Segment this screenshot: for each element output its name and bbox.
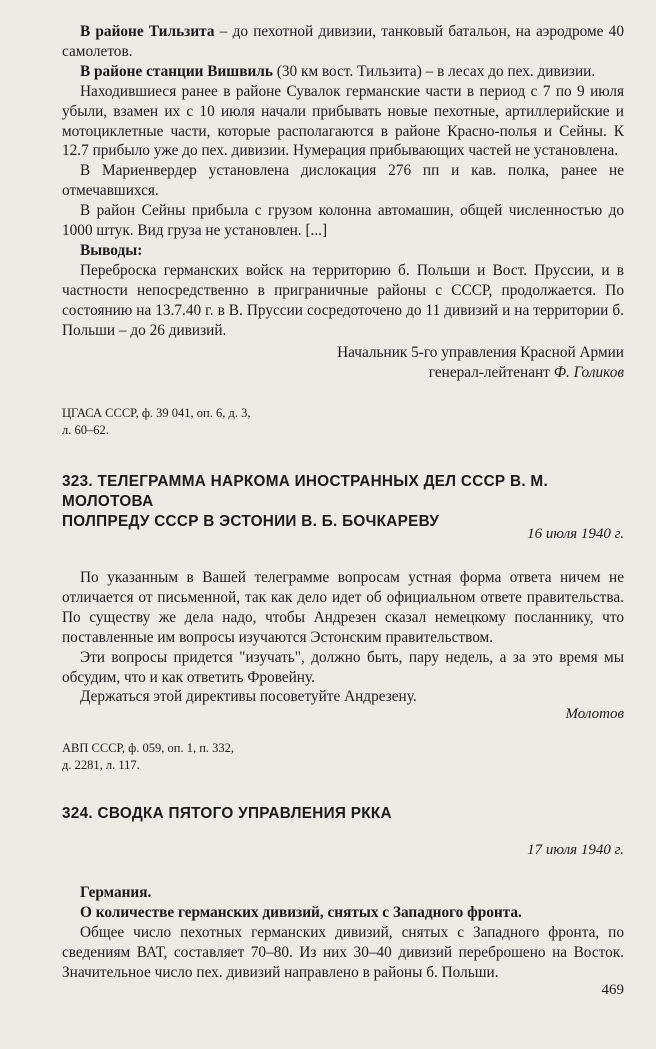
suvalki-paragraph: Находившиеся ранее в районе Сувалок германские части в период с 7 по 9 июля убыли, взамен их с 10 июля начали прибывать новые пехотные, артиллерийские и мотоциклетные части, которые располагаются в районе Красно-полья и Сейны. К 12.7 прибыло уже до пех. дивизии. Нумерация прибывающих частей не установлена. (62, 82, 624, 160)
top-paragraphs (62, 22, 624, 341)
doc-324-body (62, 883, 624, 983)
doc-324-date-block (62, 842, 624, 859)
marienwerder-paragraph: В Мариенвердер установлена дислокация 276 пп и кав. полка, ранее не отмечавшихся. (62, 162, 624, 200)
doc-324-heading-block (62, 804, 624, 824)
source-reference-2: АВП СССР, ф. 059, оп. 1, п. 332, д. 2281, л. 117. (62, 741, 235, 772)
molotov-signature: Молотов (565, 706, 624, 722)
doc-324-heading: 324. СВОДКА ПЯТОГО УПРАВЛЕНИЯ РККА (62, 805, 392, 822)
source-reference-1: ЦГАСА СССР, ф. 39 041, оп. 6, д. 3, л. 60–62. (62, 406, 251, 437)
doc-323-signature-block (62, 706, 624, 723)
page-number: 469 (601, 982, 624, 998)
signer-title: Начальник 5-го управления Красной Армии (337, 344, 624, 361)
conclusions-paragraph: Переброска германских войск на территорию б. Польши и Вост. Пруссии, и в частности непосредственно в приграничные районы с СССР, продолжается. По состоянию на 13.7.40 г. в В. Пруссии сосредоточено до 11 дивизий и на территории б. Польши – до 26 дивизий. (62, 261, 624, 339)
vishvil-text: (30 км вост. Тильзита) – в лесах до пех. дивизии. (272, 62, 596, 80)
doc-323-heading: 323. ТЕЛЕГРАММА НАРКОМА ИНОСТРАННЫХ ДЕЛ СССР В. М. МОЛОТОВА ПОЛПРЕДУ СССР В ЭСТОНИИ В. Б. БОЧКАРЕВУ (62, 473, 549, 530)
signer-rank: генерал-лейтенант Ф. Голиков (428, 363, 624, 381)
tilsit-paragraph (62, 22, 624, 62)
golikov-signature (62, 343, 624, 383)
tilsit-text: – до пехотной дивизии, танковый батальон, на аэродроме 40 самолетов. (62, 23, 624, 60)
divisions-subsection-title: О количестве германских дивизий, снятых с Западного фронта. (80, 903, 522, 921)
signer-name: Ф. Голиков (553, 363, 624, 381)
seiny-paragraph: В район Сейны прибыла с грузом колонна автомашин, общей численностью до 1000 штук. Вид груза не установлен. [...] (62, 202, 624, 240)
doc-323-paragraph-3: Держаться этой директивы посоветуйте Андрезену. (80, 688, 417, 706)
doc-323-date: 16 июля 1940 г. (527, 526, 624, 542)
conclusions-label: Выводы: (80, 241, 143, 259)
germany-section-title: Германия. (80, 884, 152, 901)
doc-323-paragraph-1: По указанным в Вашей телеграмме вопросам устная форма ответа ничем не отличается от письменной, так как дело идет об официальном ответе правительства. По существу же дела надо, чтобы Андрезен сказал немецкому посланнику, что поставленные им вопросы изучаются Эстонским правительством. (62, 569, 624, 646)
doc-324-date: 17 июля 1940 г. (527, 842, 624, 858)
doc-323-date-block (62, 526, 624, 543)
tilsit-lead: В районе Тильзита (80, 23, 215, 40)
doc-324-paragraph-1: Общее число пехотных германских дивизий, снятых с Западного фронта, по сведениям ВАТ, составляет 70–80. Из них 30–40 дивизий переброшено на Восток. Значительное число пех. дивизий направлено в районы б. Польши. (62, 923, 624, 981)
vishvil-paragraph (62, 62, 624, 82)
doc-323-paragraph-2: Эти вопросы придется "изучать", должно быть, пару недель, а за это время мы обсудим, что и как ответить Фровейну. (62, 648, 624, 686)
doc-323-body (62, 568, 624, 707)
vishvil-lead: В районе станции Вишвиль (80, 62, 273, 80)
